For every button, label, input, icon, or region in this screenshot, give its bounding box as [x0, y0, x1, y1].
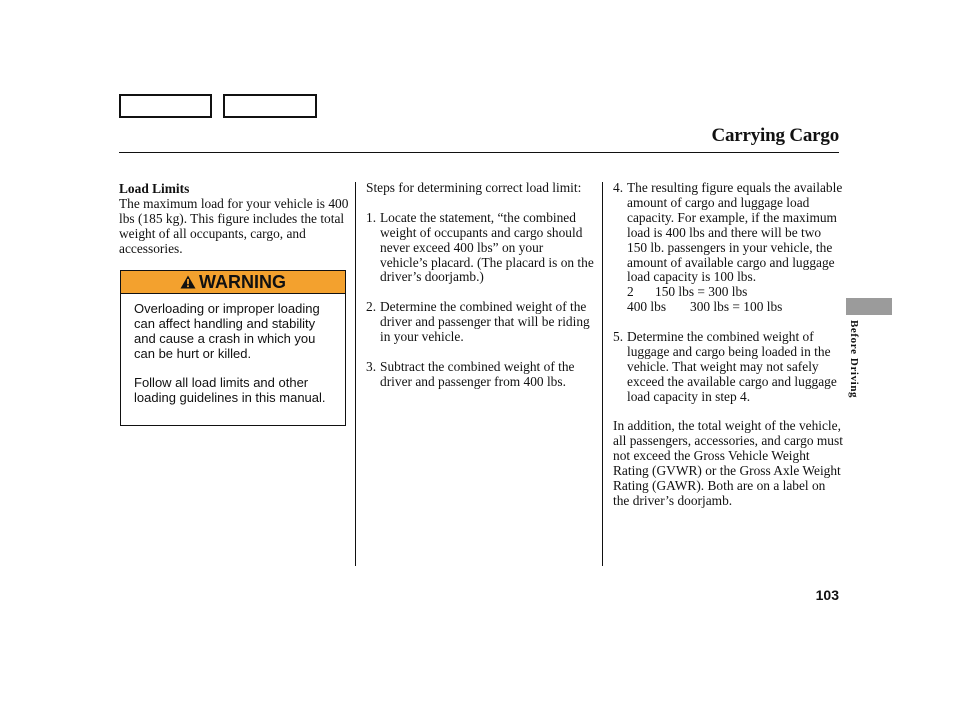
example-calculation-1: [613, 285, 843, 300]
warning-label: WARNING: [199, 271, 286, 292]
step-text: Determine the combined weight of luggage and cargo being loaded in the vehicle. That weight may not safely exceed the available cargo and luggage load capacity in step 4.: [627, 329, 837, 404]
warning-header: [121, 271, 345, 294]
step-number: 5.: [613, 329, 624, 345]
example-result: 150 lbs = 300 lbs: [655, 284, 748, 300]
step-number: 3.: [366, 358, 377, 374]
step-text: The resulting figure equals the available amount of cargo and luggage load capacity. For example, if the maximum load is 400 lbs and there will be two 150 lb. passengers in your vehicle, the amount of available cargo and luggage load capacity is 100 lbs.: [627, 180, 843, 285]
step-text: Locate the statement, “the combined weight of occupants and cargo should never exceed 400 lbs” on your vehicle’s placard. (The placard is on the driver’s doorjamb.): [380, 209, 594, 285]
step-text: Determine the combined weight of the driver and passenger that will be riding in your vehicle.: [380, 299, 590, 345]
load-limits-paragraph: The maximum load for your vehicle is 400 lbs (185 kg). This figure includes the total weight of all occupants, cargo, and accessories.: [119, 195, 349, 256]
step-number: 1.: [366, 209, 377, 225]
step-2: [366, 300, 594, 345]
step-number: 2.: [366, 299, 377, 315]
step-number: 4.: [613, 180, 624, 195]
nav-box-next[interactable]: [223, 94, 317, 118]
left-column: [119, 182, 349, 257]
warning-text-2: Follow all load limits and other loading guidelines in this manual.: [134, 375, 326, 405]
warning-body: [121, 294, 345, 405]
step-4: [613, 181, 843, 285]
example-calculation-2: [613, 300, 843, 315]
step-1: [366, 211, 594, 286]
page-title: Carrying Cargo: [711, 125, 839, 146]
example-result: 300 lbs = 100 lbs: [690, 299, 783, 315]
section-heading: Load Limits: [119, 181, 190, 196]
column-divider: [602, 182, 603, 566]
steps-intro: Steps for determining correct load limit:: [366, 180, 582, 195]
middle-column: [366, 181, 594, 390]
step-text: Subtract the combined weight of the driver and passenger from 400 lbs.: [380, 358, 575, 389]
title-rule: [119, 152, 839, 153]
warning-triangle-icon: [180, 275, 196, 289]
step-5: [613, 330, 843, 405]
section-label: Before Driving: [848, 320, 860, 399]
column-divider: [355, 182, 356, 566]
step-3: [366, 360, 594, 390]
example-operand: 2: [627, 284, 634, 300]
warning-text-1: Overloading or improper loading can affect handling and stability and cause a crash in which you can be hurt or killed.: [134, 301, 320, 361]
section-tab: [846, 298, 892, 315]
right-column: [613, 181, 843, 509]
warning-box: [120, 270, 346, 426]
closing-paragraph: In addition, the total weight of the vehicle, all passengers, accessories, and cargo must not exceed the Gross Vehicle Weight Rating (GVWR) or the Gross Axle Weight Rating (GAWR). Both are on a label on the driver’s doorjamb.: [613, 418, 843, 508]
nav-box-prev[interactable]: [119, 94, 212, 118]
page-number: 103: [815, 587, 839, 603]
example-operand: 400 lbs: [627, 299, 667, 315]
